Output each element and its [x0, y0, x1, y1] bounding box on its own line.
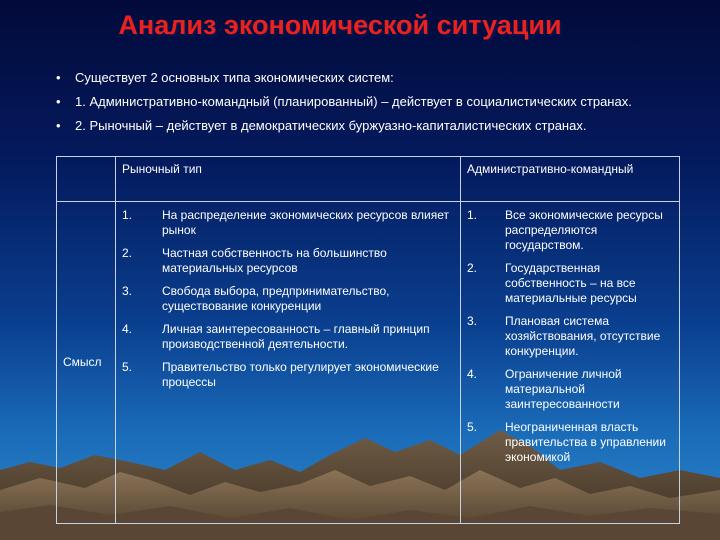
market-list [122, 208, 454, 390]
list-item [467, 314, 673, 359]
command-cell [461, 202, 680, 524]
header-cell-market [116, 157, 461, 202]
item-number: 4. [467, 367, 478, 381]
list-item [122, 246, 454, 276]
header-label: Административно-командный [467, 162, 634, 176]
list-item [467, 420, 673, 465]
list-item [122, 360, 454, 390]
table-row [57, 202, 680, 524]
item-number: 5. [467, 420, 478, 434]
item-text: Частная собственность на большинство материальных ресурсов [162, 246, 387, 275]
comparison-table [56, 156, 680, 524]
bullet-item [56, 118, 656, 134]
item-text: Плановая система хозяйствования, отсутствие конкуренции. [505, 314, 661, 358]
bullet-item [56, 94, 656, 110]
item-text: Государственная собственность – на все материальные ресурсы [505, 261, 637, 305]
table-header-row [57, 157, 680, 202]
item-number: 3. [467, 314, 478, 328]
item-number: 2. [122, 246, 133, 260]
item-number: 5. [122, 360, 133, 374]
item-text: На распределение экономических ресурсов влияет рынок [162, 208, 450, 237]
item-number: 1. [467, 208, 478, 222]
item-text: Личная заинтересованность – главный принцип производственной деятельности. [162, 322, 430, 351]
list-item [467, 367, 673, 412]
item-text: Все экономические ресурсы распределяются государством. [505, 208, 663, 252]
header-cell-command [461, 157, 680, 202]
bullet-marker: • [56, 70, 61, 85]
bullet-marker: • [56, 118, 61, 133]
bullet-text: 2. Рыночный – действует в демократических буржуазно-капиталистических странах. [75, 118, 587, 133]
market-cell [116, 202, 461, 524]
item-number: 1. [122, 208, 133, 222]
header-cell-empty [57, 157, 116, 202]
item-text: Свобода выбора, предпринимательство, существование конкуренции [162, 284, 390, 313]
item-number: 3. [122, 284, 133, 298]
intro-bullet-list [56, 70, 656, 142]
header-label: Рыночный тип [122, 162, 202, 176]
page-title: Анализ экономической ситуации [118, 10, 562, 40]
list-item [122, 208, 454, 238]
list-item [467, 261, 673, 306]
command-list [467, 208, 673, 465]
header-label [57, 157, 115, 162]
item-number: 2. [467, 261, 478, 275]
item-text: Правительство только регулирует экономические процессы [162, 360, 439, 389]
bullet-marker: • [56, 94, 61, 109]
list-item [122, 284, 454, 314]
item-number: 4. [122, 322, 133, 336]
bullet-item [56, 70, 656, 86]
item-text: Неограниченная власть правительства в управлении экономикой [505, 420, 666, 464]
bullet-text: Существует 2 основных типа экономических систем: [75, 70, 394, 85]
list-item [467, 208, 673, 253]
row-label-cell: Смысл [57, 202, 116, 524]
item-text: Ограничение личной материальной заинтересованности [505, 367, 622, 411]
list-item [122, 322, 454, 352]
bullet-text: 1. Административно-командный (планированный) – действует в социалистических странах. [75, 94, 632, 109]
